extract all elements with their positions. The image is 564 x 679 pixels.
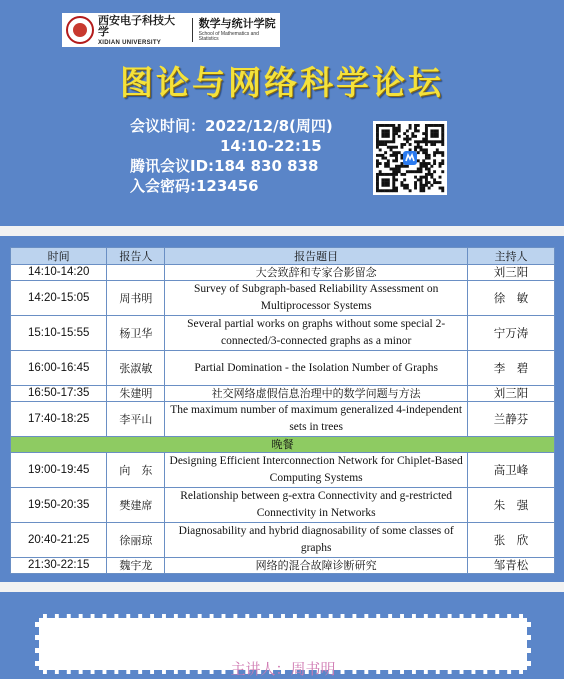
meeting-password: 入会密码:123456 bbox=[130, 177, 259, 195]
row-speaker: 李平山 bbox=[107, 402, 165, 437]
schedule-table-wrapper bbox=[10, 247, 555, 574]
row-host: 朱 强 bbox=[467, 488, 554, 523]
row-title: Survey of Subgraph-based Reliability Assessment on Multiprocessor Systems bbox=[165, 281, 468, 316]
row-time: 19:50-20:35 bbox=[11, 488, 107, 523]
section-divider bbox=[0, 582, 564, 592]
table-row bbox=[11, 351, 555, 386]
row-host: 张 欣 bbox=[467, 523, 554, 558]
row-speaker: 张淑敏 bbox=[107, 351, 165, 386]
section-divider bbox=[0, 226, 564, 236]
row-title: 社交网络虚假信息治理中的数学问题与方法 bbox=[165, 386, 468, 402]
header-banner bbox=[0, 0, 564, 226]
header-time: 时间 bbox=[11, 248, 107, 265]
row-time: 15:10-15:55 bbox=[11, 316, 107, 351]
row-time: 16:50-17:35 bbox=[11, 386, 107, 402]
row-title: The maximum number of maximum generalized 4-independent sets in trees bbox=[165, 402, 468, 437]
row-host: 邹青松 bbox=[467, 558, 554, 574]
logo-divider bbox=[192, 18, 193, 42]
university-name-en: XIDIAN UNIVERSITY bbox=[98, 39, 162, 46]
row-host: 兰静芬 bbox=[467, 402, 554, 437]
row-host: 刘三阳 bbox=[467, 386, 554, 402]
dinner-label: 晚餐 bbox=[11, 437, 555, 453]
row-speaker: 魏宇龙 bbox=[107, 558, 165, 574]
row-speaker: 朱建明 bbox=[107, 386, 165, 402]
university-seal-icon bbox=[66, 16, 94, 44]
row-speaker: 徐丽琼 bbox=[107, 523, 165, 558]
row-host: 高卫峰 bbox=[467, 453, 554, 488]
row-title: Relationship between g-extra Connectivity and g-restricted Connectivity in Networks bbox=[165, 488, 468, 523]
row-speaker bbox=[107, 265, 165, 281]
dinner-row bbox=[11, 437, 555, 453]
row-host: 刘三阳 bbox=[467, 265, 554, 281]
table-row bbox=[11, 558, 555, 574]
school-name-cn: 数学与统计学院 bbox=[198, 17, 276, 30]
row-time: 17:40-18:25 bbox=[11, 402, 107, 437]
table-row bbox=[11, 386, 555, 402]
meeting-id: 腾讯会议ID:184 830 838 bbox=[130, 157, 319, 175]
row-title: Diagnosability and hybrid diagnosability of some classes of graphs bbox=[165, 523, 468, 558]
table-row bbox=[11, 265, 555, 281]
row-time: 19:00-19:45 bbox=[11, 453, 107, 488]
qr-code-icon[interactable] bbox=[373, 121, 447, 195]
row-time: 16:00-16:45 bbox=[11, 351, 107, 386]
speaker-card bbox=[35, 614, 531, 678]
meeting-time-range: 14:10-22:15 bbox=[220, 137, 322, 155]
university-logo bbox=[62, 13, 280, 47]
header-speaker: 报告人 bbox=[107, 248, 165, 265]
schedule-table bbox=[10, 247, 555, 574]
forum-title: 图论与网络科学论坛 bbox=[120, 63, 444, 102]
table-row bbox=[11, 281, 555, 316]
row-speaker: 樊建席 bbox=[107, 488, 165, 523]
row-time: 21:30-22:15 bbox=[11, 558, 107, 574]
row-speaker: 周书明 bbox=[107, 281, 165, 316]
table-row bbox=[11, 523, 555, 558]
meeting-time: 会议时间：2022/12/8(周四) bbox=[130, 117, 333, 135]
row-host: 宁万涛 bbox=[467, 316, 554, 351]
header-host: 主持人 bbox=[467, 248, 554, 265]
row-title: Designing Efficient Interconnection Network for Chiplet-Based Computing Systems bbox=[165, 453, 468, 488]
speaker-card-title: 主讲人：周书明 bbox=[230, 660, 336, 678]
university-name-cn: 西安电子科技大学 bbox=[98, 13, 175, 38]
row-speaker: 杨卫华 bbox=[107, 316, 165, 351]
row-time: 14:10-14:20 bbox=[11, 265, 107, 281]
table-row bbox=[11, 453, 555, 488]
table-row bbox=[11, 488, 555, 523]
table-header-row bbox=[11, 248, 555, 265]
row-time: 20:40-21:25 bbox=[11, 523, 107, 558]
row-speaker: 向 东 bbox=[107, 453, 165, 488]
school-name-en: School of Mathematics and Statistics bbox=[198, 31, 259, 42]
table-row bbox=[11, 316, 555, 351]
row-host: 李 碧 bbox=[467, 351, 554, 386]
row-title: 网络的混合故障诊断研究 bbox=[165, 558, 468, 574]
row-time: 14:20-15:05 bbox=[11, 281, 107, 316]
header-title: 报告题目 bbox=[165, 248, 468, 265]
meeting-info bbox=[130, 116, 333, 196]
table-row bbox=[11, 402, 555, 437]
row-title: 大会致辞和专家合影留念 bbox=[165, 265, 468, 281]
row-title: Several partial works on graphs without some special 2-connected/3-connected graphs as a minor bbox=[165, 316, 468, 351]
row-host: 徐 敏 bbox=[467, 281, 554, 316]
row-title: Partial Domination - the Isolation Number of Graphs bbox=[165, 351, 468, 386]
